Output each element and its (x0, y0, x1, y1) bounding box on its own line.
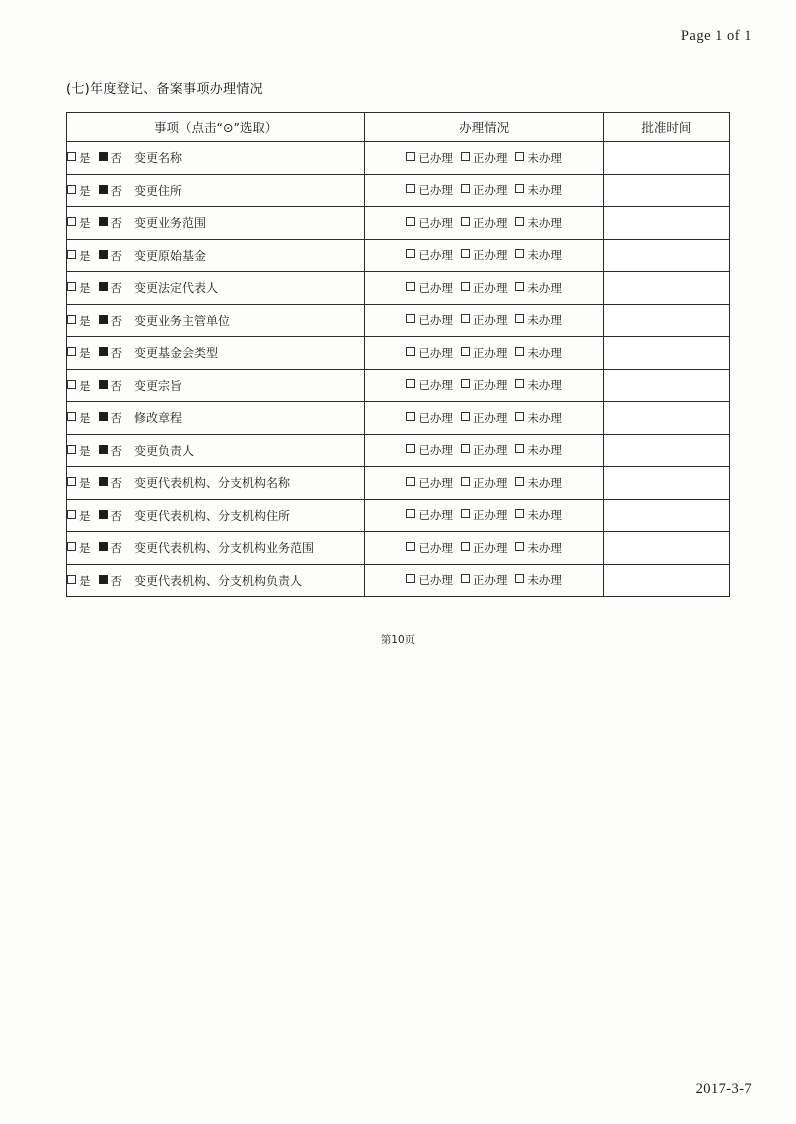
item-cell (67, 564, 365, 597)
status-option-label: 未办理 (527, 573, 562, 588)
status-cell (365, 467, 603, 500)
table-row (67, 369, 730, 402)
status-option-label: 已办理 (418, 215, 453, 230)
approval-time-cell[interactable] (603, 142, 729, 175)
checkbox-no-icon[interactable] (99, 347, 108, 356)
yes-no-choice (67, 573, 122, 589)
status-option[interactable] (406, 507, 453, 523)
item-label: 变更代表机构、分支机构住所 (134, 508, 291, 523)
approval-time-cell[interactable] (603, 369, 729, 402)
label-no: 否 (110, 573, 122, 588)
status-option-label: 已办理 (418, 410, 453, 425)
yes-no-choice (67, 508, 122, 524)
label-no: 否 (110, 313, 122, 328)
label-no: 否 (110, 183, 122, 198)
status-option-label: 已办理 (418, 540, 453, 555)
registration-filing-table-wrap (66, 112, 730, 597)
checkbox-no-icon[interactable] (99, 315, 108, 324)
status-option[interactable] (515, 182, 562, 198)
checkbox-yes-icon[interactable] (67, 542, 76, 551)
table-body (67, 142, 730, 597)
status-option[interactable] (406, 280, 453, 296)
checkbox-status-icon[interactable] (461, 282, 470, 291)
status-option-label: 未办理 (527, 475, 562, 490)
checkbox-status-icon[interactable] (406, 444, 415, 453)
item-cell (67, 142, 365, 175)
checkbox-status-icon[interactable] (515, 217, 524, 226)
item-cell (67, 467, 365, 500)
status-option-label: 未办理 (527, 313, 562, 328)
checkbox-yes-icon[interactable] (67, 575, 76, 584)
checkbox-status-icon[interactable] (515, 477, 524, 486)
status-option[interactable] (461, 475, 508, 491)
status-cell (365, 142, 603, 175)
checkbox-no-icon[interactable] (99, 152, 108, 161)
item-cell (67, 174, 365, 207)
checkbox-no-icon[interactable] (99, 445, 108, 454)
status-option[interactable] (515, 312, 562, 328)
status-option[interactable] (406, 215, 453, 231)
checkbox-no-icon[interactable] (99, 282, 108, 291)
registration-filing-table (66, 112, 730, 597)
status-option-label: 未办理 (527, 248, 562, 263)
status-option[interactable] (515, 572, 562, 588)
table-header-row (67, 113, 730, 142)
label-yes: 是 (79, 183, 91, 198)
status-option-label: 未办理 (527, 378, 562, 393)
status-option[interactable] (406, 540, 453, 556)
label-yes: 是 (79, 411, 91, 426)
table-row (67, 564, 730, 597)
label-yes: 是 (79, 248, 91, 263)
status-option-label: 已办理 (418, 443, 453, 458)
checkbox-yes-icon[interactable] (67, 347, 76, 356)
checkbox-no-icon[interactable] (99, 185, 108, 194)
label-no: 否 (110, 541, 122, 556)
label-yes: 是 (79, 573, 91, 588)
checkbox-status-icon[interactable] (515, 379, 524, 388)
checkbox-status-icon[interactable] (406, 574, 415, 583)
status-option-label: 未办理 (527, 345, 562, 360)
status-option[interactable] (461, 182, 508, 198)
status-option-label: 正办理 (472, 443, 508, 458)
item-label: 变更名称 (134, 151, 183, 166)
table-row (67, 239, 730, 272)
checkbox-status-icon[interactable] (515, 282, 524, 291)
status-option-label: 未办理 (527, 540, 562, 555)
status-option-label: 正办理 (472, 475, 508, 490)
table-row (67, 402, 730, 435)
status-option-label: 正办理 (472, 248, 508, 263)
label-no: 否 (110, 248, 122, 263)
status-option[interactable] (461, 540, 508, 556)
checkbox-status-icon[interactable] (515, 347, 524, 356)
status-option-label: 正办理 (472, 410, 508, 425)
status-option[interactable] (461, 345, 508, 361)
status-option-label: 已办理 (418, 313, 453, 328)
checkbox-status-icon[interactable] (515, 542, 524, 551)
status-cell (365, 272, 603, 305)
status-option[interactable] (461, 280, 508, 296)
table-head (67, 113, 730, 142)
label-no: 否 (110, 378, 122, 393)
item-label: 变更宗旨 (134, 378, 183, 393)
approval-time-cell[interactable] (603, 304, 729, 337)
status-option[interactable] (406, 377, 453, 393)
checkbox-no-icon[interactable] (99, 250, 108, 259)
status-option[interactable] (461, 377, 508, 393)
status-option[interactable] (515, 345, 562, 361)
approval-time-cell[interactable] (603, 564, 729, 597)
checkbox-status-icon[interactable] (461, 477, 470, 486)
approval-time-cell[interactable] (603, 207, 729, 240)
status-option-label: 已办理 (418, 280, 453, 295)
yes-no-choice (67, 150, 122, 166)
item-label: 变更代表机构、分支机构名称 (134, 476, 291, 491)
item-label: 变更业务主管单位 (134, 313, 231, 328)
table-row (67, 304, 730, 337)
checkbox-no-icon[interactable] (99, 380, 108, 389)
yes-no-choice (67, 345, 122, 361)
status-option-label: 未办理 (527, 280, 562, 295)
item-cell (67, 434, 365, 467)
item-label: 变更业务范围 (134, 216, 207, 231)
status-option[interactable] (515, 377, 562, 393)
status-cell (365, 337, 603, 370)
label-no: 否 (110, 281, 122, 296)
item-label: 变更负责人 (134, 443, 195, 458)
yes-no-choice (67, 475, 122, 491)
status-cell (365, 532, 603, 565)
item-cell (67, 239, 365, 272)
checkbox-status-icon[interactable] (406, 184, 415, 193)
label-yes: 是 (79, 508, 91, 523)
status-option-label: 未办理 (527, 508, 562, 523)
status-option[interactable] (406, 150, 453, 166)
status-option-label: 已办理 (418, 475, 453, 490)
checkbox-status-icon[interactable] (515, 184, 524, 193)
item-cell (67, 369, 365, 402)
status-option[interactable] (406, 410, 453, 426)
status-option[interactable] (406, 475, 453, 491)
approval-time-cell[interactable] (603, 532, 729, 565)
checkbox-status-icon[interactable] (515, 152, 524, 161)
item-cell (67, 402, 365, 435)
table-row (67, 174, 730, 207)
checkbox-status-icon[interactable] (406, 379, 415, 388)
checkbox-status-icon[interactable] (461, 347, 470, 356)
yes-no-choice (67, 280, 122, 296)
status-option-label: 已办理 (418, 573, 453, 588)
status-option[interactable] (515, 280, 562, 296)
label-no: 否 (110, 346, 122, 361)
status-option-label: 正办理 (472, 540, 508, 555)
checkbox-yes-icon[interactable] (67, 412, 76, 421)
yes-no-choice (67, 313, 122, 329)
table-row (67, 142, 730, 175)
status-option-label: 正办理 (472, 313, 508, 328)
item-label: 变更法定代表人 (134, 281, 219, 296)
checkbox-no-icon[interactable] (99, 477, 108, 486)
yes-no-choice (67, 248, 122, 264)
status-option-label: 已办理 (418, 508, 453, 523)
status-option[interactable] (406, 247, 453, 263)
status-option[interactable] (515, 475, 562, 491)
yes-no-choice (67, 540, 122, 556)
approval-time-cell[interactable] (603, 174, 729, 207)
status-option[interactable] (406, 312, 453, 328)
status-cell (365, 174, 603, 207)
status-option[interactable] (461, 507, 508, 523)
label-no: 否 (110, 476, 122, 491)
status-option[interactable] (461, 215, 508, 231)
checkbox-status-icon[interactable] (406, 217, 415, 226)
yes-no-choice (67, 183, 122, 199)
item-cell (67, 499, 365, 532)
item-cell (67, 272, 365, 305)
status-option-label: 正办理 (472, 183, 508, 198)
status-option-label: 正办理 (472, 378, 508, 393)
checkbox-status-icon[interactable] (461, 542, 470, 551)
checkbox-no-icon[interactable] (99, 217, 108, 226)
checkbox-yes-icon[interactable] (67, 510, 76, 519)
checkbox-status-icon[interactable] (461, 574, 470, 583)
label-no: 否 (110, 411, 122, 426)
checkbox-status-icon[interactable] (515, 509, 524, 518)
status-cell (365, 239, 603, 272)
yes-no-choice (67, 443, 122, 459)
status-option-label: 未办理 (527, 215, 562, 230)
status-cell (365, 564, 603, 597)
status-option[interactable] (461, 312, 508, 328)
label-yes: 是 (79, 151, 91, 166)
table-row (67, 272, 730, 305)
status-option[interactable] (515, 507, 562, 523)
status-option[interactable] (461, 442, 508, 458)
item-label: 变更原始基金 (134, 248, 207, 263)
table-row (67, 532, 730, 565)
status-cell (365, 207, 603, 240)
checkbox-yes-icon[interactable] (67, 477, 76, 486)
table-row (67, 434, 730, 467)
checkbox-no-icon[interactable] (99, 510, 108, 519)
label-yes: 是 (79, 378, 91, 393)
status-option-label: 未办理 (527, 183, 562, 198)
approval-time-cell[interactable] (603, 239, 729, 272)
approval-time-cell[interactable] (603, 499, 729, 532)
label-yes: 是 (79, 216, 91, 231)
checkbox-status-icon[interactable] (461, 249, 470, 258)
column-header-approval-time: 批准时间 (603, 113, 729, 142)
checkbox-status-icon[interactable] (515, 444, 524, 453)
page-number: 第10页 (380, 634, 416, 646)
yes-no-choice (67, 378, 122, 394)
label-yes: 是 (79, 313, 91, 328)
approval-time-cell[interactable] (603, 467, 729, 500)
column-header-item: 事项（点击“⊙”选取） (67, 113, 365, 142)
approval-time-cell[interactable] (603, 337, 729, 370)
status-option-label: 未办理 (527, 443, 562, 458)
item-label: 变更代表机构、分支机构业务范围 (134, 541, 315, 556)
checkbox-no-icon[interactable] (99, 542, 108, 551)
section-title: (七)年度登记、备案事项办理情况 (66, 82, 263, 97)
status-option[interactable] (406, 182, 453, 198)
item-label: 修改章程 (134, 411, 183, 426)
approval-time-cell[interactable] (603, 402, 729, 435)
checkbox-status-icon[interactable] (406, 347, 415, 356)
table-row (67, 337, 730, 370)
status-option-label: 正办理 (472, 215, 508, 230)
approval-time-cell[interactable] (603, 434, 729, 467)
item-label: 变更基金会类型 (134, 346, 219, 361)
checkbox-status-icon[interactable] (461, 444, 470, 453)
status-cell (365, 499, 603, 532)
label-yes: 是 (79, 443, 91, 458)
label-no: 否 (110, 443, 122, 458)
label-no: 否 (110, 151, 122, 166)
item-cell (67, 207, 365, 240)
status-option[interactable] (461, 572, 508, 588)
checkbox-yes-icon[interactable] (67, 445, 76, 454)
status-cell (365, 304, 603, 337)
checkbox-yes-icon[interactable] (67, 185, 76, 194)
status-option[interactable] (515, 215, 562, 231)
status-option-label: 正办理 (472, 280, 508, 295)
checkbox-status-icon[interactable] (406, 152, 415, 161)
checkbox-status-icon[interactable] (406, 282, 415, 291)
item-cell (67, 337, 365, 370)
item-label: 变更代表机构、分支机构负责人 (134, 573, 303, 588)
checkbox-yes-icon[interactable] (67, 315, 76, 324)
checkbox-status-icon[interactable] (461, 412, 470, 421)
approval-time-cell[interactable] (603, 272, 729, 305)
checkbox-yes-icon[interactable] (67, 380, 76, 389)
status-option-label: 已办理 (418, 150, 453, 165)
checkbox-status-icon[interactable] (406, 477, 415, 486)
status-option-label: 未办理 (527, 410, 562, 425)
checkbox-status-icon[interactable] (461, 152, 470, 161)
checkbox-yes-icon[interactable] (67, 217, 76, 226)
checkbox-status-icon[interactable] (406, 542, 415, 551)
status-option-label: 未办理 (527, 150, 562, 165)
status-option-label: 正办理 (472, 573, 508, 588)
table-row (67, 207, 730, 240)
yes-no-choice (67, 410, 122, 426)
label-yes: 是 (79, 541, 91, 556)
status-option-label: 正办理 (472, 345, 508, 360)
status-option-label: 已办理 (418, 345, 453, 360)
checkbox-yes-icon[interactable] (67, 250, 76, 259)
status-option-label: 已办理 (418, 378, 453, 393)
checkbox-status-icon[interactable] (406, 314, 415, 323)
status-option-label: 已办理 (418, 248, 453, 263)
checkbox-status-icon[interactable] (515, 249, 524, 258)
status-option[interactable] (461, 410, 508, 426)
checkbox-status-icon[interactable] (461, 184, 470, 193)
status-cell (365, 402, 603, 435)
page-header-label: Page 1 of 1 (680, 28, 752, 44)
checkbox-status-icon[interactable] (515, 412, 524, 421)
checkbox-status-icon[interactable] (461, 217, 470, 226)
footer-date: 2017-3-7 (695, 1081, 752, 1097)
checkbox-status-icon[interactable] (461, 314, 470, 323)
checkbox-status-icon[interactable] (406, 412, 415, 421)
table-row (67, 499, 730, 532)
item-cell (67, 532, 365, 565)
item-label: 变更住所 (134, 183, 183, 198)
status-option-label: 已办理 (418, 183, 453, 198)
status-option[interactable] (515, 410, 562, 426)
status-option[interactable] (406, 345, 453, 361)
status-option[interactable] (515, 150, 562, 166)
label-no: 否 (110, 216, 122, 231)
checkbox-status-icon[interactable] (406, 509, 415, 518)
label-yes: 是 (79, 281, 91, 296)
status-option[interactable] (515, 540, 562, 556)
checkbox-yes-icon[interactable] (67, 152, 76, 161)
checkbox-no-icon[interactable] (99, 412, 108, 421)
status-option-label: 正办理 (472, 150, 508, 165)
checkbox-status-icon[interactable] (461, 509, 470, 518)
checkbox-yes-icon[interactable] (67, 282, 76, 291)
item-cell (67, 304, 365, 337)
table-row (67, 467, 730, 500)
status-option[interactable] (406, 442, 453, 458)
checkbox-status-icon[interactable] (515, 314, 524, 323)
label-no: 否 (110, 508, 122, 523)
status-option[interactable] (515, 247, 562, 263)
status-option-label: 正办理 (472, 508, 508, 523)
checkbox-no-icon[interactable] (99, 575, 108, 584)
checkbox-status-icon[interactable] (406, 249, 415, 258)
checkbox-status-icon[interactable] (515, 574, 524, 583)
status-option[interactable] (515, 442, 562, 458)
label-yes: 是 (79, 476, 91, 491)
status-option[interactable] (461, 247, 508, 263)
status-option[interactable] (406, 572, 453, 588)
label-yes: 是 (79, 346, 91, 361)
checkbox-status-icon[interactable] (461, 379, 470, 388)
column-header-status: 办理情况 (365, 113, 603, 142)
status-option[interactable] (461, 150, 508, 166)
status-cell (365, 369, 603, 402)
status-cell (365, 434, 603, 467)
yes-no-choice (67, 215, 122, 231)
